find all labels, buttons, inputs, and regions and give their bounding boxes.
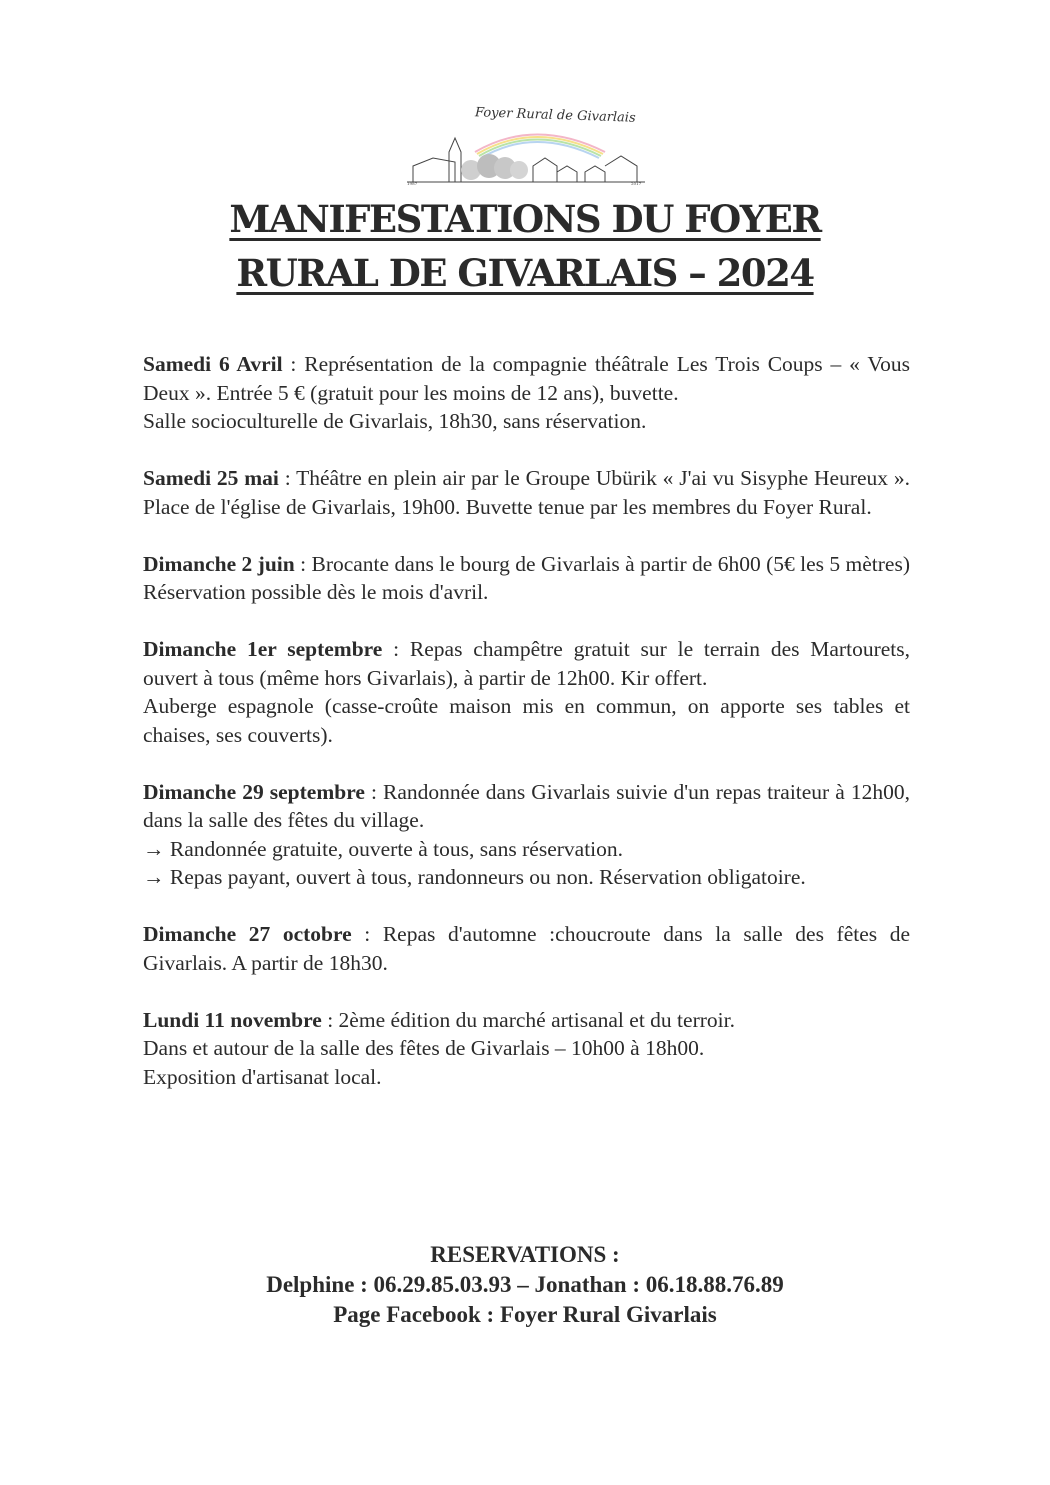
event-detail: → Repas payant, ouvert à tous, randonneurs ou non. Réservation obligatoire. [143,865,806,889]
event-date: Lundi 11 novembre [143,1007,322,1032]
event-item [143,464,910,521]
event-item [143,1006,910,1092]
event-description: : 2ème édition du marché artisanal et du terroir. [321,1007,735,1032]
event-item [143,350,910,436]
page-title [0,192,1050,300]
event-description: : Représentation de la compagnie théâtrale Les Trois Coups – « Vous Deux ». Entrée 5 € (gratuit pour les moins de 12 ans), buvette. [143,352,910,405]
reservations-facebook: Page Facebook : Foyer Rural Givarlais [333,1302,717,1327]
event-detail: Dans et autour de la salle des fêtes de Givarlais – 10h00 à 18h00. [143,1036,705,1060]
event-date: Dimanche 27 octobre [143,922,352,946]
reservations-contacts: Delphine : 06.29.85.03.93 – Jonathan : 06.18.88.76.89 [266,1272,784,1297]
logo-text: Foyer Rural de Givarlais [474,105,636,126]
event-item [143,920,910,977]
event-date: Samedi 25 mai [143,466,279,490]
event-detail: Exposition d'artisanat local. [143,1064,382,1089]
logo-year-right: 2017 [631,181,642,186]
event-detail: Auberge espagnole (casse-croûte maison mis en commun, on apporte ses tables et chaises, ses couverts). [143,694,910,747]
reservations-heading: RESERVATIONS : [430,1242,620,1267]
event-description: : Repas champêtre gratuit sur le terrain des Martourets, ouvert à tous (même hors Givarlais), à partir de 12h00. Kir offert. [143,637,910,690]
title-line-2: RURAL DE GIVARLAIS – 2024 [236,251,814,295]
event-item [143,778,910,892]
foyer-rural-logo [405,105,650,186]
event-detail: Salle socioculturelle de Givarlais, 18h30, sans réservation. [143,409,647,433]
event-description: : Repas d'automne :choucroute dans la salle des fêtes de Givarlais. A partir de 18h30. [143,922,910,975]
event-date: Dimanche 2 juin [143,551,295,576]
title-line-1: MANIFESTATIONS DU FOYER [229,197,821,241]
event-detail: → Randonnée gratuite, ouverte à tous, sans réservation. [143,836,624,861]
event-item [143,635,910,749]
logo-year-left: 1987 [407,181,418,186]
event-date: Dimanche 1er septembre [143,637,383,661]
reservations-block [0,1240,1050,1330]
event-description: : Théâtre en plein air par le Groupe Ubürik « J'ai vu Sisyphe Heureux ». Place de l'église de Givarlais, 19h00. Buvette tenue par les membres du Foyer Rural. [143,466,910,519]
event-description: : Brocante dans le bourg de Givarlais à partir de 6h00 (5€ les 5 mètres) Réservation possible dès le mois d'avril. [143,551,910,604]
event-description: : Randonnée dans Givarlais suivie d'un repas traiteur à 12h00, dans la salle des fêtes du village. [143,779,911,832]
event-date: Dimanche 29 septembre [143,779,365,804]
event-date: Samedi 6 Avril [143,352,283,376]
village-illustration [405,122,650,186]
event-list [143,350,910,1120]
event-item [143,550,910,607]
